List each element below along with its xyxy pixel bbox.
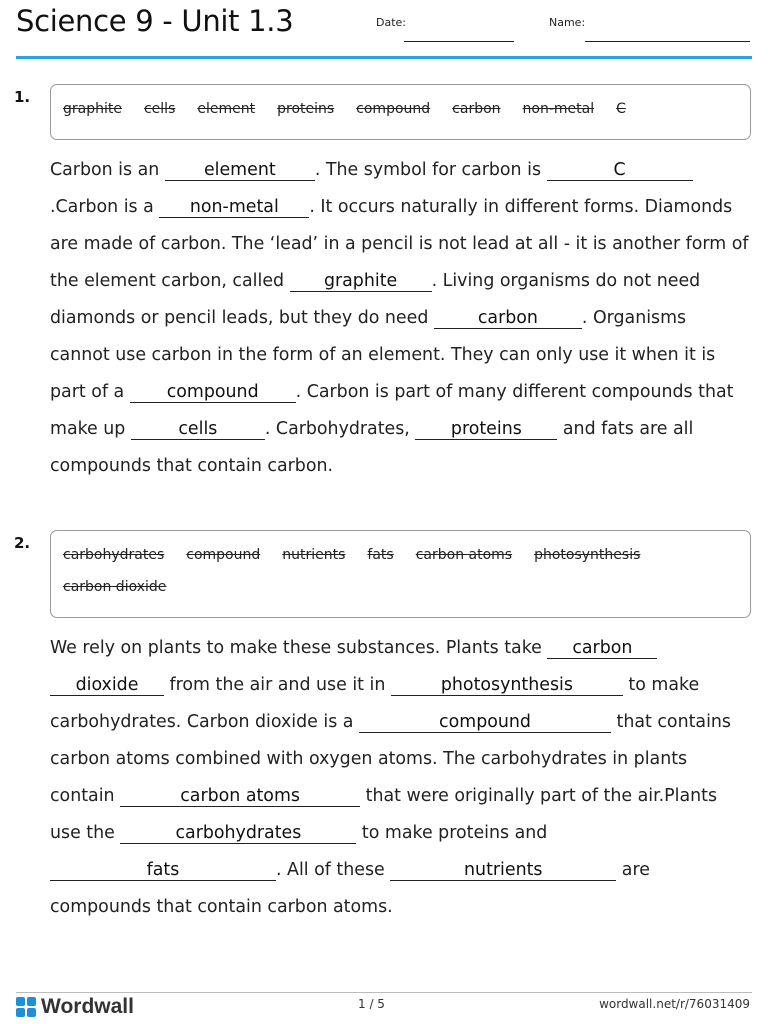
word-bank-1 bbox=[50, 84, 751, 140]
q2-text-2: from the air and use it in bbox=[169, 675, 386, 695]
q1-text-6: . Organisms cannot use carbon in the form of an element. They can only use it when it is part of a bbox=[50, 308, 716, 402]
q1-text-3: .Carbon is a bbox=[50, 197, 154, 217]
q1-text-7: . Carbon is part of many different compounds that make up bbox=[50, 382, 734, 439]
bank1-word: cells bbox=[143, 101, 176, 117]
q2-answer-blank[interactable]: carbon atoms bbox=[120, 786, 360, 807]
bank2-word: carbohydrates bbox=[63, 547, 165, 563]
header-rule bbox=[16, 56, 752, 59]
q1-text-5: . Living organisms do not need diamonds or pencil leads, but they do need bbox=[50, 271, 701, 328]
name-label: Name: bbox=[549, 16, 586, 29]
footer-rule bbox=[16, 992, 752, 993]
q2-text-6: to make proteins and bbox=[361, 823, 548, 843]
bank2-word: nutrients bbox=[282, 547, 346, 563]
bank2-word: carbon atoms bbox=[415, 547, 513, 563]
question-1-text bbox=[50, 152, 750, 485]
q2-answer-blank[interactable]: fats bbox=[50, 860, 276, 881]
page-number: 1 / 5 bbox=[358, 997, 385, 1011]
q2-text-3: to make carbohydrates. Carbon dioxide is a bbox=[50, 675, 700, 732]
word-bank-2 bbox=[50, 530, 751, 618]
q1-text-9: and fats are all compounds that contain carbon. bbox=[50, 419, 694, 476]
q2-answer-blank[interactable]: dioxide bbox=[50, 675, 164, 696]
worksheet-url[interactable]: wordwall.net/r/76031409 bbox=[599, 997, 750, 1011]
page-title: Science 9 - Unit 1.3 bbox=[16, 4, 294, 38]
bank1-word: proteins bbox=[277, 101, 335, 117]
wordwall-logo-icon bbox=[16, 997, 36, 1017]
q2-text-7: . All of these bbox=[276, 860, 385, 880]
q2-answer-blank[interactable]: carbon bbox=[547, 638, 657, 659]
date-label: Date: bbox=[376, 16, 406, 29]
q1-text-2: . The symbol for carbon is bbox=[314, 160, 542, 180]
question-number-1: 1. bbox=[14, 88, 31, 106]
q1-answer-blank[interactable]: compound bbox=[130, 382, 296, 403]
bank1-word: carbon bbox=[452, 101, 501, 117]
q2-text-4: that contains carbon atoms combined with oxygen atoms. The carbohydrates in plants contain bbox=[50, 712, 731, 806]
bank2-word: compound bbox=[186, 547, 261, 563]
q1-answer-blank[interactable]: non-metal bbox=[159, 197, 309, 218]
q1-answer-blank[interactable]: carbon bbox=[434, 308, 582, 329]
q2-answer-blank[interactable]: carbohydrates bbox=[120, 823, 356, 844]
wordwall-logo[interactable] bbox=[16, 995, 134, 1019]
q1-answer-blank[interactable]: proteins bbox=[415, 419, 557, 440]
bank2-word: fats bbox=[367, 547, 394, 563]
bank1-word: non-metal bbox=[522, 101, 595, 117]
question-2-text bbox=[50, 630, 750, 926]
q1-answer-blank[interactable]: graphite bbox=[290, 271, 432, 292]
q2-answer-blank[interactable]: compound bbox=[359, 712, 611, 733]
bank1-word: element bbox=[197, 101, 256, 117]
bank2-word: photosynthesis bbox=[534, 547, 641, 563]
logo-text: Wordwall bbox=[41, 995, 134, 1018]
q1-text-4: . It occurs naturally in different forms. Diamonds are made of carbon. The ‘lead’ in a pencil is not lead at all - it is another form of the element carbon, called bbox=[50, 197, 749, 291]
q1-text-1: Carbon is an bbox=[50, 160, 160, 180]
q2-answer-blank[interactable]: photosynthesis bbox=[391, 675, 623, 696]
q2-text-8: are compounds that contain carbon atoms. bbox=[50, 860, 650, 917]
q2-text-5: that were originally part of the air.Plants use the bbox=[50, 786, 718, 843]
name-field-line bbox=[585, 41, 750, 42]
bank2-word: carbon dioxide bbox=[63, 579, 167, 595]
bank1-word: graphite bbox=[63, 101, 122, 117]
q2-answer-blank[interactable]: nutrients bbox=[390, 860, 616, 881]
q1-answer-blank[interactable]: cells bbox=[131, 419, 265, 440]
q1-answer-blank[interactable]: element bbox=[165, 160, 315, 181]
q2-text-1: We rely on plants to make these substances. Plants take bbox=[50, 638, 542, 658]
q1-answer-blank[interactable]: C bbox=[547, 160, 693, 181]
q1-text-8: . Carbohydrates, bbox=[264, 419, 410, 439]
question-number-2: 2. bbox=[14, 534, 31, 552]
page-header bbox=[0, 0, 768, 62]
bank1-word: compound bbox=[356, 101, 431, 117]
date-field-line bbox=[404, 41, 514, 42]
bank1-word: C bbox=[616, 101, 626, 117]
